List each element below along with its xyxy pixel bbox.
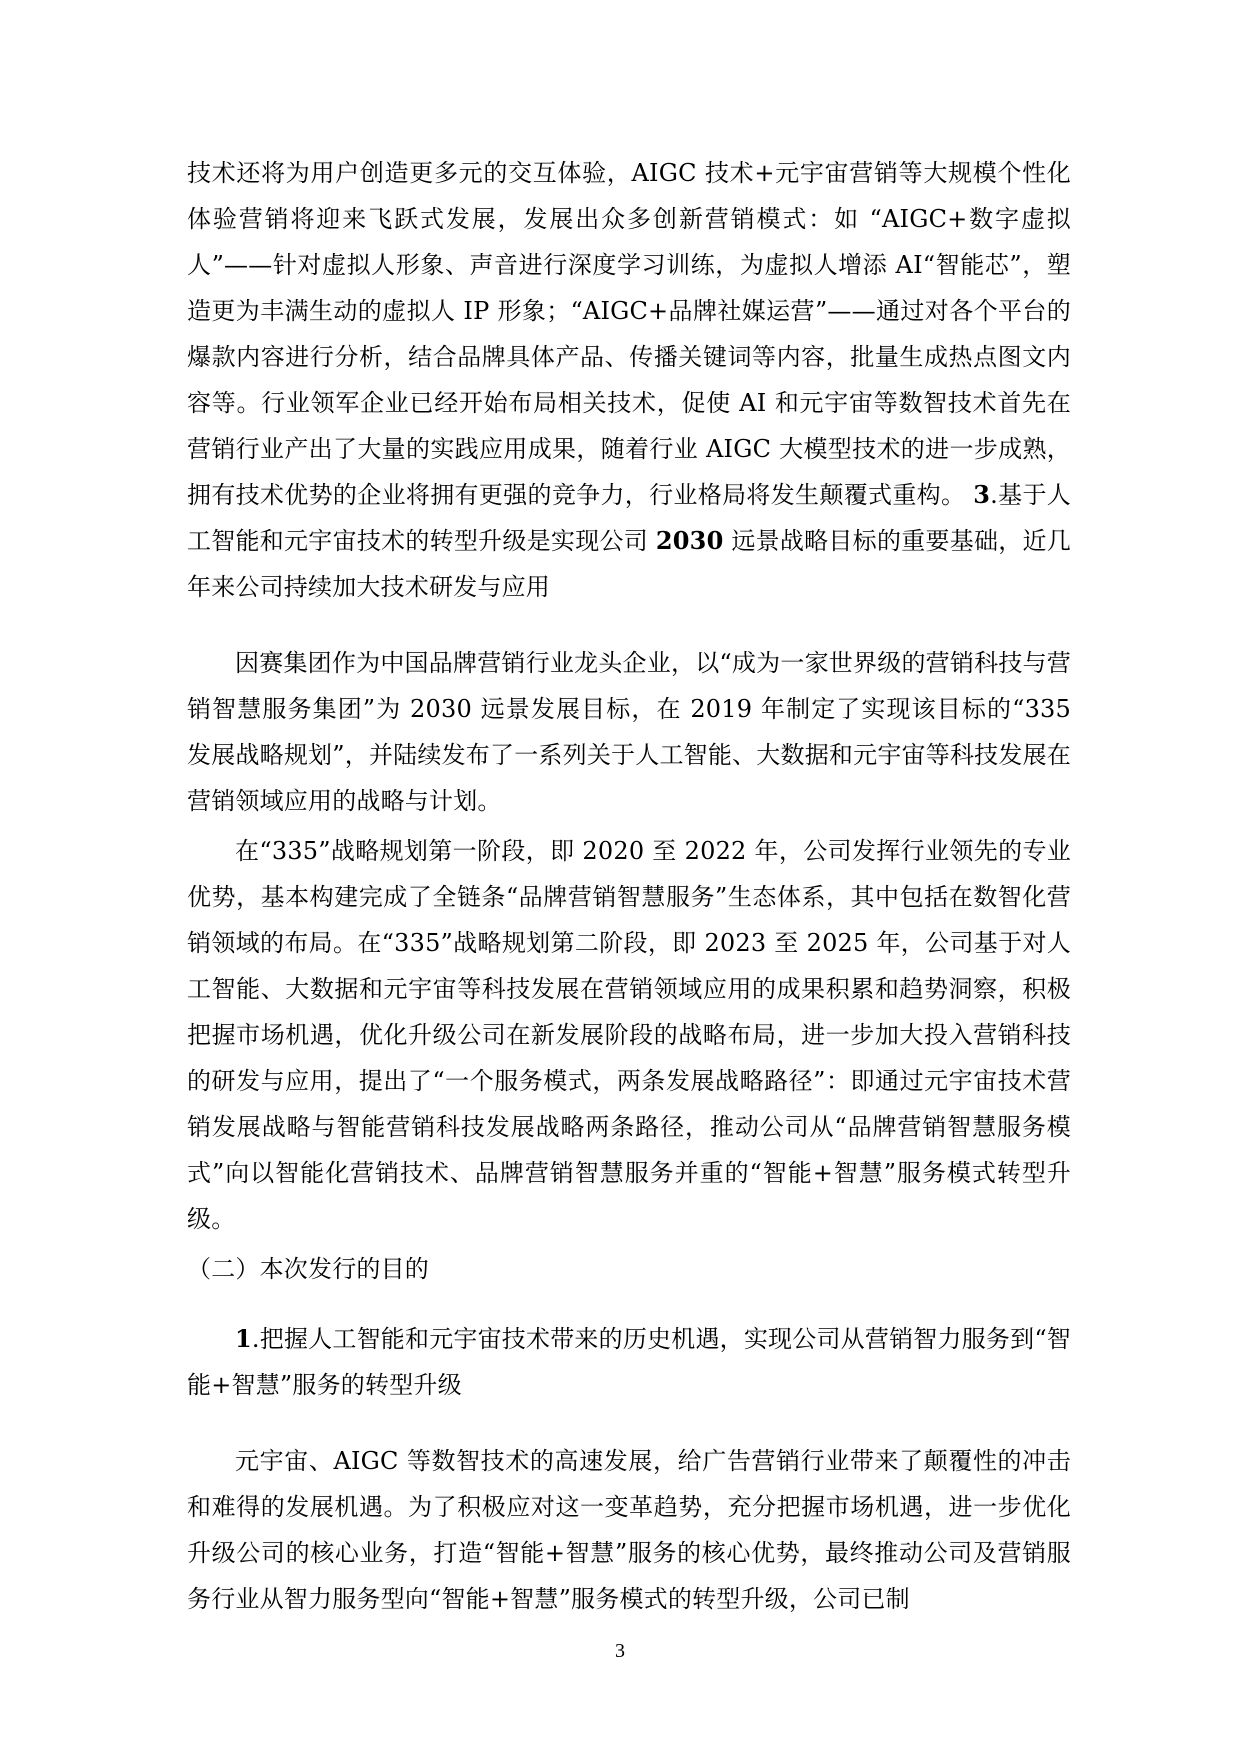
paragraph-continuation (187, 150, 1071, 610)
body-paragraph: 在“335”战略规划第一阶段，即 2020 至 2022 年，公司发挥行业领先的专业优势，基本构建完成了全链条“品牌营销智慧服务”生态体系，其中包括在数智化营销领域的布局。在“335”战略规划第二阶段，即 2023 至 2025 年，公司基于对人工智能、大数据和元宇宙等科技发展在营销领域应用的成果积累和趋势洞察，积极把握市场机遇，优化升级公司在新发展阶段的战略布局，进一步加大投入营销科技的研发与应用，提出了“一个服务模式，两条发展战略路径”：即通过元宇宙技术营销发展战略与智能营销科技发展战略两条路径，推动公司从“品牌营销智慧服务模式”向以智能化营销技术、品牌营销智慧服务并重的“智能+智慧”服务模式转型升级。 (187, 837, 1071, 1233)
heading-separator: . (990, 481, 999, 509)
heading-separator: . (251, 1325, 260, 1353)
document-body (187, 150, 1071, 1622)
heading-number: 1 (235, 1324, 252, 1353)
heading-text: 把握人工智能和元宇宙技术带来的历史机遇，实现公司从营销智力服务到“智能+智慧”服务的转型升级 (187, 1325, 1071, 1399)
body-paragraph: 因赛集团作为中国品牌营销行业龙头企业，以“成为一家世界级的营销科技与营销智慧服务集团”为 2030 远景发展目标，在 2019 年制定了实现该目标的“335 发展战略规划”，并陆续发布了一系列关于人工智能、大数据和元宇宙等科技发展在营销领域应用的战略与计划。 (187, 649, 1071, 815)
heading-year: 2030 (655, 526, 724, 555)
paragraph-text: 技术还将为用户创造更多元的交互体验，AIGC 技术+元宇宙营销等大规模个性化体验营销将迎来飞跃式发展，发展出众多创新营销模式：如 “AIGC+数字虚拟人”——针对虚拟人形象、声音进行深度学习训练，为虚拟人增添 AI“智能芯”，塑造更为丰满生动的虚拟人 IP 形象；“AIGC+品牌社媒运营”——通过对各个平台的爆款内容进行分析，结合品牌具体产品、传播关键词等内容，批量生成热点图文内容等。行业领军企业已经开始布局相关技术，促使 AI 和元宇宙等数智技术首先在营销行业产出了大量的实践应用成果，随着行业 AIGC 大模型技术的进一步成熟，拥有技术优势的企业将拥有更强的竞争力，行业格局将发生颠覆式重构。 (187, 159, 1071, 509)
numbered-heading (187, 1316, 1071, 1408)
heading-text: 远景战略目标的重要基础，近几年来公司持续加大技术研发与应用 (187, 527, 1071, 601)
heading-number: 3 (973, 480, 991, 509)
body-paragraph: 元宇宙、AIGC 等数智技术的高速发展，给广告营销行业带来了颠覆性的冲击和难得的发展机遇。为了积极应对这一变革趋势，充分把握市场机遇，进一步优化升级公司的核心业务，打造“智能+智慧”服务的核心优势，最终推动公司及营销服务行业从智力服务型向“智能+智慧”服务模式的转型升级，公司已制 (187, 1447, 1071, 1613)
page-number: 3 (615, 1640, 625, 1662)
heading-text: 基于人工智能和元宇宙技术的转型升级是实现公司 (187, 481, 1071, 555)
section-heading: （二）本次发行的目的 (187, 1255, 429, 1283)
